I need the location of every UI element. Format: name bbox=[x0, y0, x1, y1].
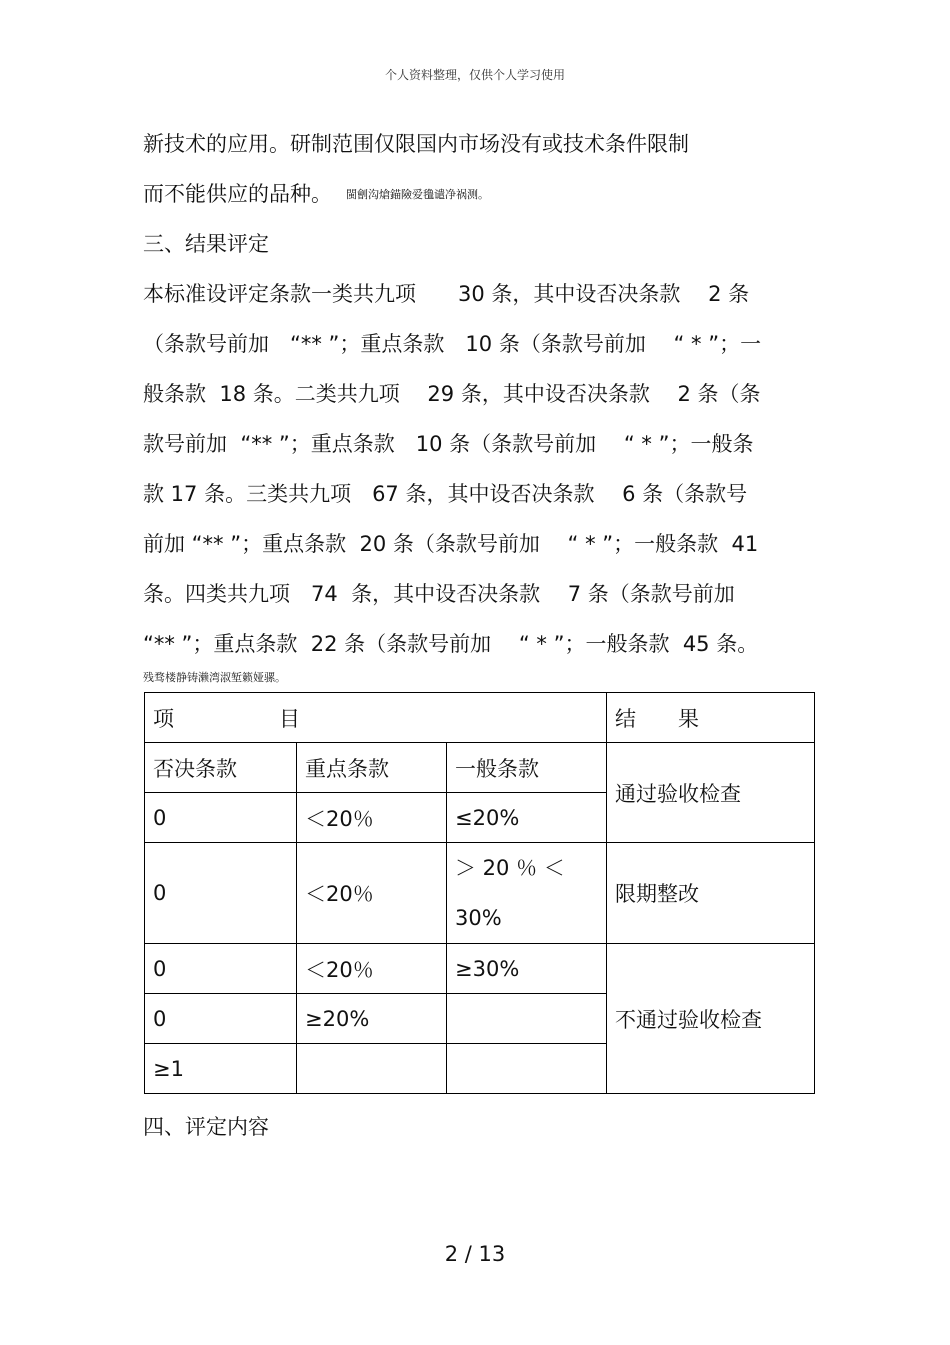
veto-cell: 0 bbox=[145, 843, 297, 944]
table-row bbox=[145, 944, 815, 994]
paragraph-line: 本标准设评定条款一类共九项 30 条，其中设否决条款 2 条 bbox=[143, 282, 750, 306]
paragraph-line: 款号前加 “** ”；重点条款 10 条（条款号前加 “ * ”；一般条 bbox=[143, 432, 754, 456]
paragraph-line bbox=[143, 179, 489, 210]
key-cell: ＜20％ bbox=[297, 944, 447, 994]
key-cell: ＜20％ bbox=[297, 793, 447, 843]
paragraph-text: 而不能供应的品种。 bbox=[143, 182, 332, 206]
general-cell bbox=[447, 843, 607, 944]
section-title: 三、结果评定 bbox=[143, 232, 269, 256]
page-header: 个人资料整理，仅供个人学习使用 bbox=[384, 68, 565, 82]
header-item-cell: 项 目 bbox=[145, 693, 607, 743]
veto-cell: 0 bbox=[145, 944, 297, 994]
result-fail-cell: 不通过验收检查 bbox=[607, 944, 815, 1094]
general-cell: ≥30% bbox=[447, 944, 607, 994]
section-title: 四、评定内容 bbox=[143, 1115, 269, 1139]
general-cell-line: 30% bbox=[455, 906, 502, 930]
page-number: 2 / 13 bbox=[444, 1242, 506, 1266]
garbled-note: 残骛楼静铸濑湾淑堑籁娅骡。 bbox=[143, 671, 286, 684]
veto-cell: 0 bbox=[145, 793, 297, 843]
garbled-note: 閩劊沟熗錨險爱氇谴净祸测。 bbox=[346, 188, 489, 201]
header-result-cell: 结 果 bbox=[607, 693, 815, 743]
veto-cell: ≥1 bbox=[145, 1044, 297, 1094]
general-cell: ≤20% bbox=[447, 793, 607, 843]
table-row bbox=[145, 843, 815, 944]
table-subheader-row bbox=[145, 743, 815, 793]
paragraph-line: “** ”；重点条款 22 条（条款号前加 “ * ”；一般条款 45 条。 bbox=[143, 632, 759, 656]
paragraph-line: 前加 “** ”；重点条款 20 条（条款号前加 “ * ”；一般条款 41 bbox=[143, 532, 759, 556]
result-table bbox=[144, 692, 815, 1094]
col-general-header: 一般条款 bbox=[447, 743, 607, 793]
veto-cell: 0 bbox=[145, 994, 297, 1044]
general-cell bbox=[447, 994, 607, 1044]
result-pass-cell: 通过验收检查 bbox=[607, 743, 815, 843]
result-rectify-cell: 限期整改 bbox=[607, 843, 815, 944]
key-cell: ≥20% bbox=[297, 994, 447, 1044]
paragraph-line: 条。四类共九项 74 条，其中设否决条款 7 条（条款号前加 bbox=[143, 582, 735, 606]
paragraph-line: 新技术的应用。研制范围仅限国内市场没有或技术条件限制 bbox=[143, 132, 689, 156]
col-veto-header: 否决条款 bbox=[145, 743, 297, 793]
paragraph-line: （条款号前加 “** ”；重点条款 10 条（条款号前加 “ * ”；一 bbox=[143, 332, 762, 356]
paragraph-line: 款 17 条。三类共九项 67 条，其中设否决条款 6 条（条款号 bbox=[143, 482, 748, 506]
table-header-row bbox=[145, 693, 815, 743]
key-cell: ＜20％ bbox=[297, 843, 447, 944]
paragraph-line: 般条款 18 条。二类共九项 29 条，其中设否决条款 2 条（条 bbox=[143, 382, 761, 406]
general-cell bbox=[447, 1044, 607, 1094]
key-cell bbox=[297, 1044, 447, 1094]
general-cell-line: ＞ 20 ％ ＜ bbox=[455, 856, 565, 880]
col-key-header: 重点条款 bbox=[297, 743, 447, 793]
